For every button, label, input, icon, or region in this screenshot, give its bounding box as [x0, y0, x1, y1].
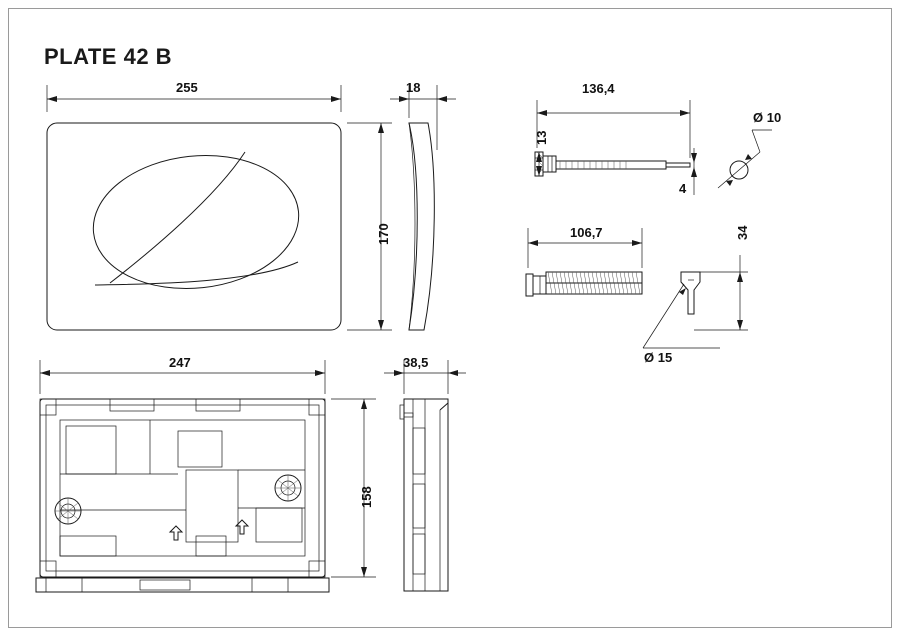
- rod-long-assembly: [535, 152, 690, 176]
- dim-label-pin-diameter: Ø 15: [644, 350, 673, 365]
- dim-label-rod-length: 136,4: [582, 81, 615, 96]
- dim-label-plate-width: 255: [176, 80, 198, 95]
- rod-spring-assembly: [526, 272, 642, 296]
- plate-side-view: [409, 123, 434, 330]
- plate-front-view: [47, 123, 341, 330]
- hole-diameter-callout: [718, 130, 772, 188]
- pin-diameter-callout: [643, 284, 720, 348]
- dim-plate-thickness: [390, 85, 456, 150]
- dim-rod-tail-height: [691, 148, 697, 195]
- dim-label-plate-height: 170: [376, 223, 391, 245]
- dim-label-hole-diameter: Ø 10: [753, 110, 782, 125]
- frame-side-view: [400, 399, 448, 591]
- dim-label-rod-head-height: 13: [534, 130, 549, 145]
- dim-label-frame-height: 158: [359, 486, 374, 508]
- dim-label-rod-tail-height: 4: [679, 181, 687, 196]
- page-title: PLATE 42 B: [44, 44, 173, 69]
- dim-label-bracket-height: 34: [735, 225, 750, 240]
- dim-rod-length: [537, 100, 690, 158]
- dim-label-frame-depth: 38,5: [403, 355, 429, 370]
- frame-front-view: [36, 399, 329, 592]
- dim-label-frame-width: 247: [169, 355, 191, 370]
- dim-label-plate-thickness: 18: [406, 80, 421, 95]
- dim-label-spring-rod-length: 106,7: [570, 225, 603, 240]
- dim-bracket-height: [694, 255, 748, 330]
